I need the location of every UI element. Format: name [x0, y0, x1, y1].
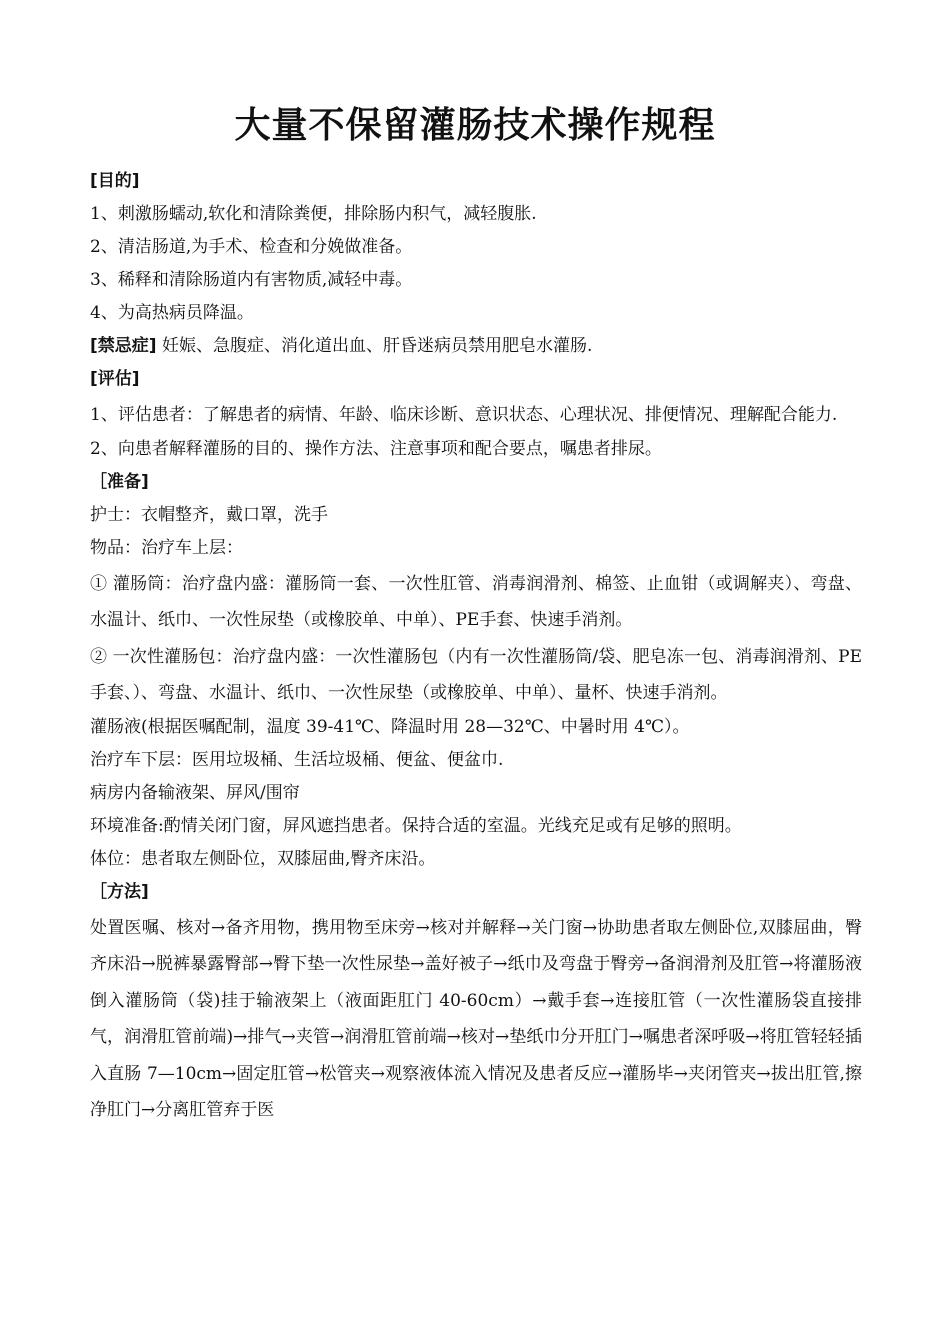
assessment-item: 1、评估患者：了解患者的病情、年龄、临床诊断、意识状态、心理状况、排便情况、理解配合能力.: [90, 405, 838, 425]
contraindications-line: [90, 331, 862, 361]
preparation-nurse: 护士：衣帽整齐，戴口罩，洗手: [90, 504, 328, 525]
preparation-lower-cart: 治疗车下层：医用垃圾桶、生活垃圾桶、便盆、便盆巾.: [90, 749, 504, 770]
section-heading-method: ［方法]: [90, 881, 149, 902]
purpose-item: 3、稀释和清除肠道内有害物质,减轻中毒。: [90, 270, 413, 290]
section-heading-preparation: ［准备]: [90, 471, 149, 492]
preparation-environment: 环境准备:酌情关闭门窗，屏风遮挡患者。保持合适的室温。光线充足或有足够的照明。: [90, 815, 742, 836]
purpose-item: 4、为高热病员降温。: [90, 303, 254, 323]
section-heading-assessment: [评估]: [90, 369, 140, 389]
preparation-ward: 病房内备输液架、屏风/围帘: [90, 782, 300, 803]
section-heading-purpose: [目的]: [90, 171, 140, 191]
preparation-kit-1: ① 灌肠筒：治疗盘内盛：灌肠筒一套、一次性肛管、消毒润滑剂、棉签、止血钳（或调解夹）、弯盘、水温计、纸巾、一次性尿垫（或橡胶单、中单）、PE手套、快速手消剂。: [90, 573, 862, 630]
preparation-position: 体位：患者取左侧卧位，双膝屈曲,臀齐床沿。: [90, 848, 436, 869]
contraindications-text: 妊娠、急腹症、消化道出血、肝昏迷病员禁用肥皂水灌肠.: [161, 336, 593, 356]
preparation-items-label: 物品：治疗车上层：: [90, 537, 243, 558]
purpose-item: 2、清洁肠道,为手术、检查和分娩做准备。: [90, 237, 413, 257]
preparation-kit-2: ② 一次性灌肠包：治疗盘内盛：一次性灌肠包（内有一次性灌肠筒/袋、肥皂冻一包、消毒润滑剂、PE手套、）、弯盘、水温计、纸巾、一次性尿垫（或橡胶单、中单）、量杯、快速手消剂。: [90, 646, 862, 703]
assessment-item: 2、向患者解释灌肠的目的、操作方法、注意事项和配合要点，嘱患者排尿。: [90, 438, 662, 459]
purpose-item: 1、刺激肠蠕动,软化和清除粪便，排除肠内积气，减轻腹胀.: [90, 204, 537, 224]
page-title: 大量不保留灌肠技术操作规程: [234, 105, 716, 146]
section-heading-contraindications: [禁忌症]: [90, 336, 157, 356]
document-body: [90, 166, 862, 1129]
method-text: 处置医嘱、核对→备齐用物，携用物至床旁→核对并解释→关门窗→协助患者取左侧卧位,双膝屈曲，臀齐床沿→脱裤暴露臀部→臀下垫一次性尿垫→盖好被子→纸巾及弯盘于臀旁→备润滑剂及肛管→将灌肠液倒入灌肠筒（袋)挂于输液架上（液面距肛门 40-60cm）→戴手套→连接肛管（一次性灌肠袋直接排气，润滑肛管前端)→排气→夹管→润滑肛管前端→核对→垫纸巾分开肛门→嘱患者深呼吸→将肛管轻轻插入直肠 7—10cm→固定肛管→松管夹→观察液体流入情况及患者反应→灌肠毕→夹闭管夹→拔出肛管,擦净肛门→分离肛管弃于医: [90, 917, 862, 1120]
preparation-solution: 灌肠液(根据医嘱配制，温度 39-41℃、降温时用 28—32℃、中暑时用 4℃）。: [90, 716, 690, 737]
